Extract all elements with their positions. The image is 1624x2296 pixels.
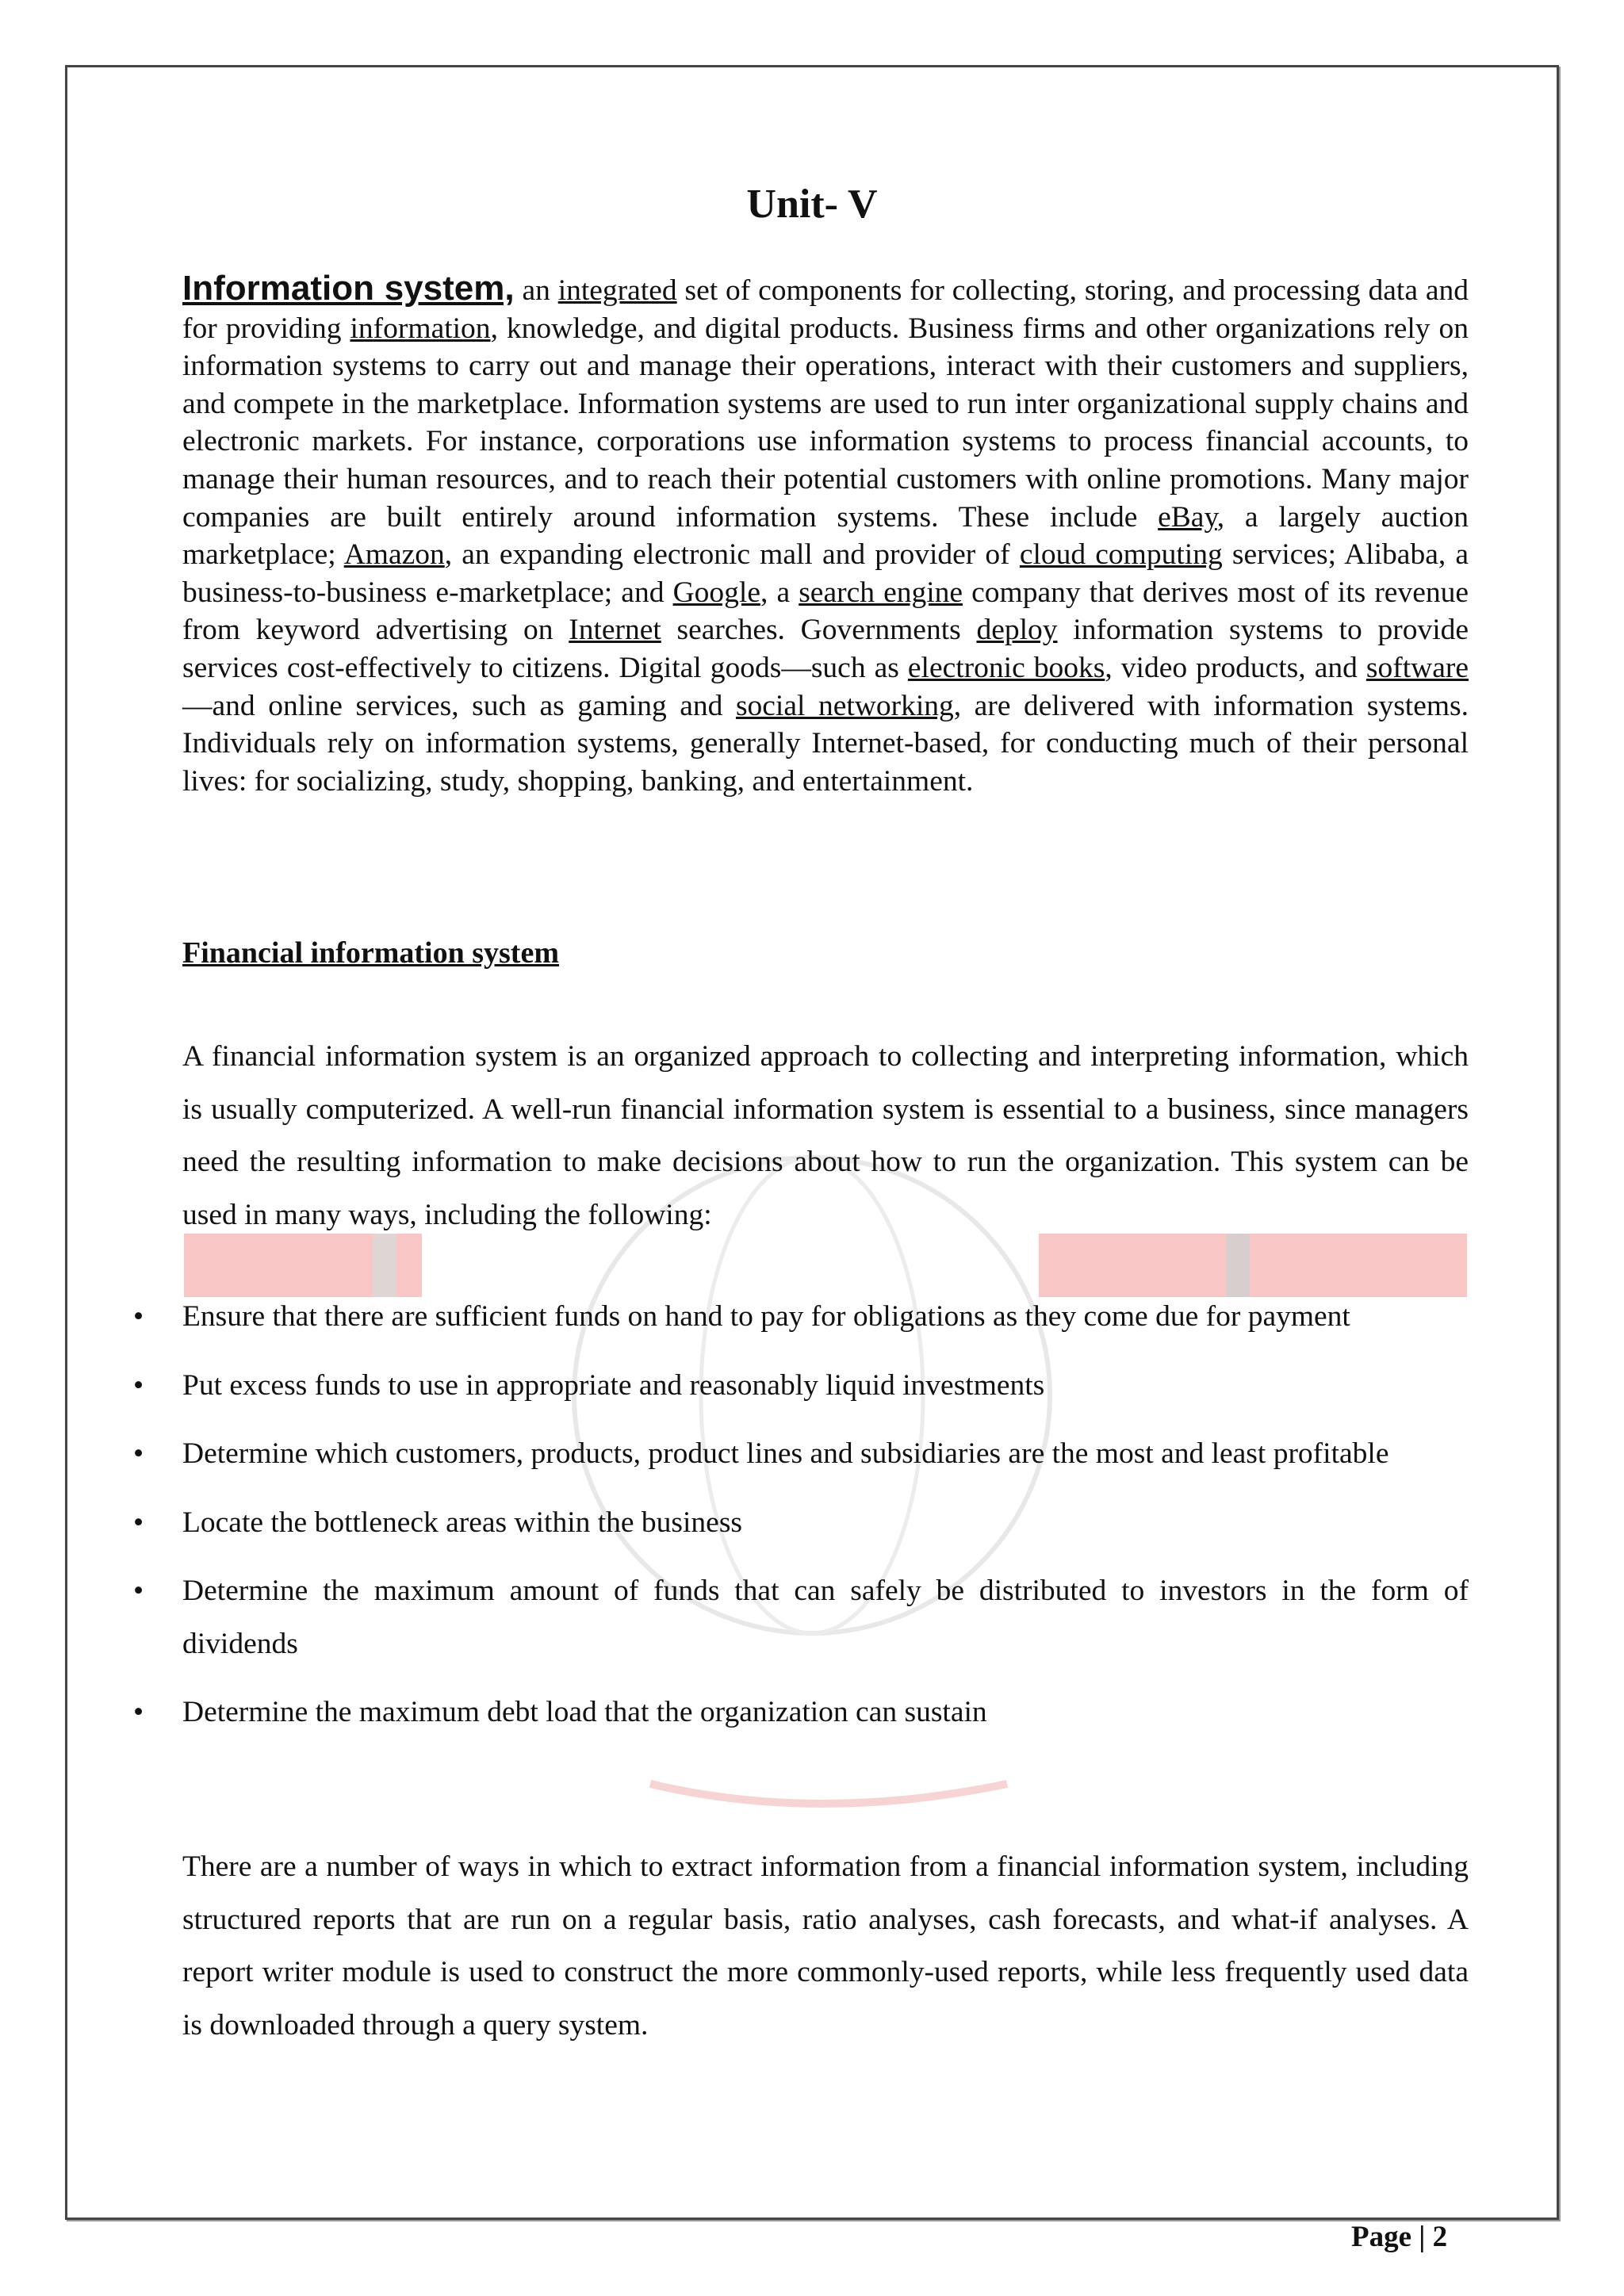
list-item: • Determine which customers, products, product lines and subsidiaries are the most and least profitable [182, 1428, 1469, 1481]
intro-paragraph [182, 270, 1469, 800]
text-run: , video products, and [1105, 651, 1366, 684]
text-run: , knowledge, and digital products. Business firms and other organizations rely on information systems to carry out and manage their operations, interact with their customers and suppliers, and compete in the marketplace. Information systems are used to run inter organizational supply chains and electronic markets. For instance, corporations use information systems to process financial accounts, to manage their human resources, and to reach their potential customers with online promotions. Many major companies are built entirely around information systems. These include [182, 312, 1469, 534]
text-run: , are delivered with information systems. Individuals rely on information systems, generally Internet-based, for conducting much of their personal lives: for socializing, study, shopping, banking, and entertainment. [182, 689, 1469, 798]
section-heading: Financial information system [182, 936, 559, 970]
underlined-term: information [350, 312, 491, 345]
underlined-term: social networking [735, 689, 954, 722]
closing-paragraph: There are a number of ways in which to extract information from a financial information system, including structured reports that are run on a regular basis, ratio analyses, cash forecasts, and what-if analyses. A report writer module is used to construct the more commonly-used reports, while less frequently used data is downloaded through a query system. [182, 1850, 1469, 2042]
text-run: information systems to provide services cost-effectively to citizens. Digital goods—such as [182, 614, 1469, 684]
list-item: • Locate the bottleneck areas within the business [182, 1497, 1469, 1550]
underlined-term: deploy [976, 614, 1058, 647]
list-item: • Put excess funds to use in appropriate and reasonably liquid investments [182, 1360, 1469, 1413]
underlined-term: Internet [569, 614, 661, 647]
page-number: Page | 2 [1351, 2221, 1448, 2253]
underlined-term: integrated [557, 274, 677, 307]
list-item: • Ensure that there are sufficient funds on hand to pay for obligations as they come due for payment [182, 1291, 1469, 1344]
underlined-term: eBay [1158, 500, 1217, 534]
intro-body [182, 274, 1469, 798]
text-run: set of components for collecting, storing, and processing data and for providing [182, 274, 1469, 345]
text-run: , an expanding electronic mall and provider of [444, 538, 1020, 572]
page-title: Unit- V [746, 182, 878, 227]
intro-lead-term: Information system, [182, 269, 515, 308]
list-item: • Determine the maximum debt load that the organization can sustain [182, 1686, 1469, 1739]
underlined-term: electronic books [907, 651, 1105, 684]
text-run: an [514, 274, 558, 307]
text-run: services; Alibaba, a business-to-business e-marketplace; and [182, 538, 1469, 609]
fis-paragraph: A financial information system is an organized approach to collecting and interpreting information, which is usually computerized. A well-run financial information system is essential to a business, since managers need the resulting information to make decisions about how to run the organization. This system can be used in many ways, including the following: [182, 1040, 1469, 1231]
text-run: searches. Governments [661, 614, 977, 647]
underlined-term: software [1365, 651, 1469, 684]
uses-list [182, 1291, 1469, 1755]
text-run: —and online services, such as gaming and [182, 689, 736, 722]
text-run: company that derives most of its revenue from keyword advertising on [182, 576, 1469, 647]
underlined-term: Google [672, 576, 760, 609]
underlined-term: Amazon [343, 538, 445, 572]
underlined-term: cloud computing [1019, 538, 1223, 572]
underlined-term: search engine [799, 576, 963, 609]
list-item: • Determine the maximum amount of funds that can safely be distributed to investors in the form of dividends [182, 1565, 1469, 1670]
text-run: , a [760, 576, 799, 609]
text-run: , a largely auction marketplace; [182, 500, 1469, 572]
